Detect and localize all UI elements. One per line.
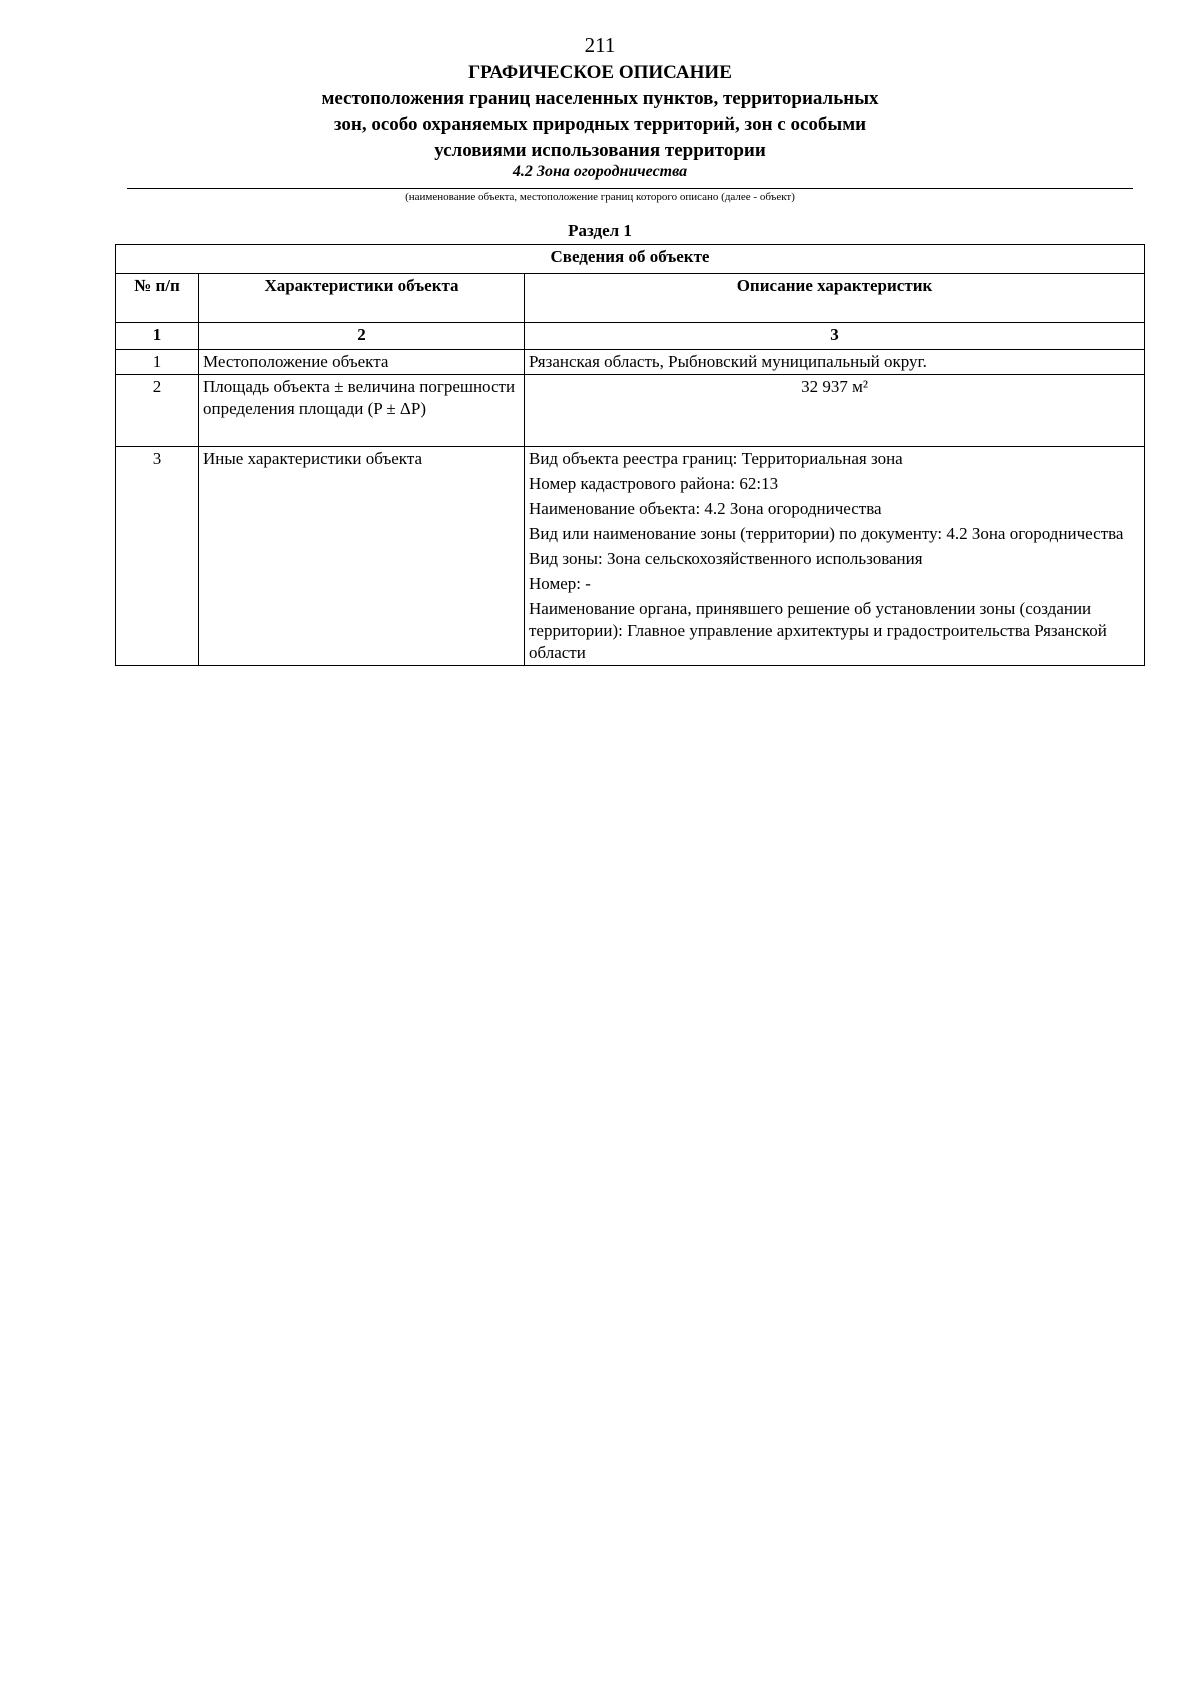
- column-number: 1: [116, 323, 199, 350]
- page-number: 211: [584, 33, 616, 57]
- row-num: 2: [116, 375, 199, 447]
- row-num: 1: [116, 350, 199, 375]
- row-description: Рязанская область, Рыбновский муниципальный округ.: [525, 350, 1145, 375]
- row-characteristic: Иные характеристики объекта: [199, 447, 525, 666]
- title-main: ГРАФИЧЕСКОЕ ОПИСАНИЕ: [468, 62, 732, 83]
- object-name: 4.2 Зона огородничества: [512, 163, 688, 180]
- row-num: 3: [116, 447, 199, 666]
- header-characteristic: Характеристики объекта: [199, 274, 525, 323]
- description-line: Номер кадастрового района: 62:13: [529, 474, 779, 493]
- description-line: Наименование объекта: 4.2 Зона огородничества: [529, 499, 882, 518]
- description-line: Вид или наименование зоны (территории) по документу: 4.2 Зона огородничества: [529, 524, 1124, 543]
- description-line: Вид зоны: Зона сельскохозяйственного использования: [529, 549, 923, 568]
- table-caption-row: [116, 245, 1145, 274]
- column-number: 2: [199, 323, 525, 350]
- object-info-table: [115, 244, 1145, 666]
- table-caption: Сведения об объекте: [116, 245, 1145, 274]
- column-number: 3: [525, 323, 1145, 350]
- row-description: 32 937 м²: [525, 375, 1145, 447]
- row-description: [525, 447, 1145, 666]
- row-characteristic: Местоположение объекта: [199, 350, 525, 375]
- header-description: Описание характеристик: [525, 274, 1145, 323]
- table-row: [116, 447, 1145, 666]
- title-line-2: местоположения границ населенных пунктов, территориальных: [321, 88, 879, 109]
- description-line: Наименование органа, принявшего решение об установлении зоны (создании территории): Главное управление архитектуры и градостроительства Рязанской области: [529, 599, 1107, 662]
- document-title: [0, 60, 1200, 164]
- title-line-3: зон, особо охраняемых природных территорий, зон с особыми: [333, 114, 867, 135]
- underline-divider: [127, 188, 1133, 189]
- row-characteristic: Площадь объекта ± величина погрешности определения площади (P ± ΔP): [199, 375, 525, 447]
- table-row: [116, 375, 1145, 447]
- table-header-row: [116, 274, 1145, 323]
- table-row: [116, 350, 1145, 375]
- description-line: Вид объекта реестра границ: Территориальная зона: [529, 449, 903, 468]
- object-caption: (наименование объекта, местоположение границ которого описано (далее - объект): [405, 191, 795, 203]
- title-line-4: условиями использования территории: [434, 140, 766, 161]
- column-number-row: [116, 323, 1145, 350]
- description-line: Номер: -: [529, 574, 591, 593]
- section-title: Раздел 1: [568, 221, 632, 240]
- header-num: № п/п: [116, 274, 199, 323]
